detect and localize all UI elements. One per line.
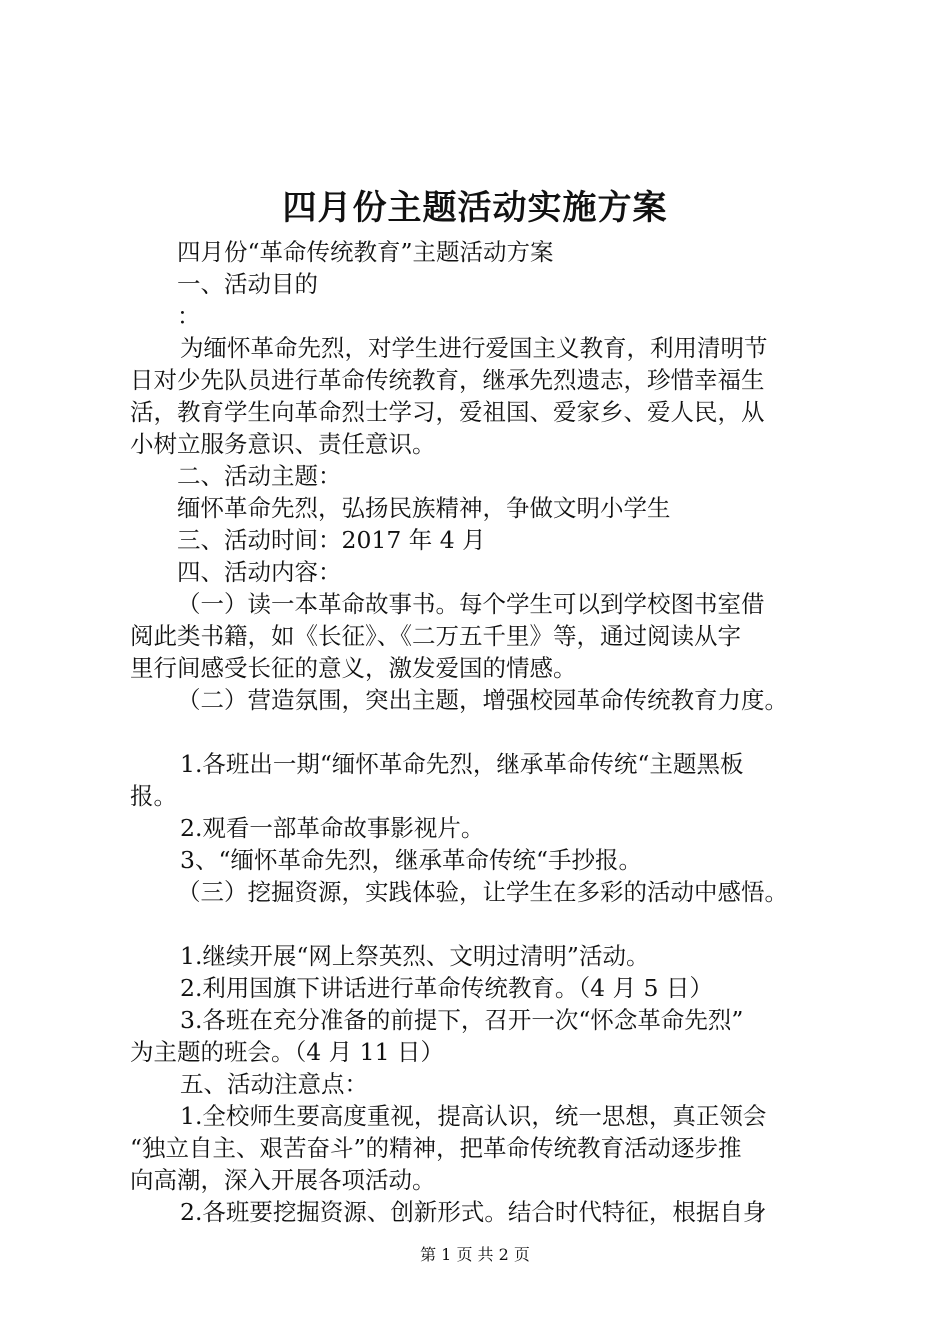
section-heading: 二、活动主题：: [177, 462, 342, 490]
blank-line: [130, 908, 835, 940]
section-heading: 三、活动时间：2017 年 4 月: [177, 526, 486, 554]
paragraph-line: （一）读一本革命故事书。每个学生可以到学校图书室借: [177, 590, 765, 618]
list-item: 报。: [130, 782, 177, 810]
list-item: 2.利用国旗下讲话进行革命传统教育。（4 月 5 日）: [180, 974, 713, 1002]
paragraph-line: （二）营造氛围，突出主题，增强校园革命传统教育力度。: [177, 686, 788, 714]
paragraph-line: 小树立服务意识、责任意识。: [130, 430, 436, 458]
subtitle-line: 四月份“革命传统教育”主题活动方案: [177, 238, 554, 266]
paragraph-line: 活，教育学生向革命烈士学习，爱祖国、爱家乡、爱人民，从: [130, 398, 765, 426]
paragraph-line: 缅怀革命先烈，弘扬民族精神，争做文明小学生: [177, 494, 671, 522]
paragraph-line: 里行间感受长征的意义，激发爱国的情感。: [130, 654, 577, 682]
section-heading: 五、活动注意点：: [180, 1070, 368, 1098]
document-body: [130, 236, 835, 1228]
list-item: 2.观看一部革命故事影视片。: [180, 814, 485, 842]
paragraph-line: （三）挖掘资源，实践体验，让学生在多彩的活动中感悟。: [177, 878, 788, 906]
blank-line: [130, 716, 835, 748]
list-item: 3.各班在充分准备的前提下，召开一次“怀念革命先烈”: [180, 1006, 744, 1034]
list-item: 向高潮，深入开展各项活动。: [130, 1166, 436, 1194]
list-item: 1.全校师生要高度重视，提高认识，统一思想，真正领会: [180, 1102, 767, 1130]
page-footer: 第 1 页 共 2 页: [420, 1245, 530, 1264]
list-item: “独立自主、艰苦奋斗”的精神，把革命传统教育活动逐步推: [130, 1134, 742, 1162]
paragraph-line: 日对少先队员进行革命传统教育，继承先烈遗志，珍惜幸福生: [130, 366, 765, 394]
section-heading: 一、活动目的: [177, 270, 318, 298]
text-line: ：: [177, 302, 201, 330]
document-title: 四月份主题活动实施方案: [282, 188, 668, 228]
section-heading: 四、活动内容：: [177, 558, 342, 586]
list-item: 为主题的班会。（4 月 11 日）: [130, 1038, 445, 1066]
list-item: 2.各班要挖掘资源、创新形式。结合时代特征，根据自身: [180, 1198, 767, 1226]
list-item: 3、“缅怀革命先烈，继承革命传统“手抄报。: [180, 846, 642, 874]
paragraph-line: 为缅怀革命先烈，对学生进行爱国主义教育，利用清明节: [180, 334, 768, 362]
paragraph-line: 阅此类书籍，如《长征》、《二万五千里》等，通过阅读从字: [130, 622, 741, 650]
list-item: 1.各班出一期“缅怀革命先烈，继承革命传统“主题黑板: [180, 750, 744, 778]
list-item: 1.继续开展“网上祭英烈、文明过清明”活动。: [180, 942, 650, 970]
